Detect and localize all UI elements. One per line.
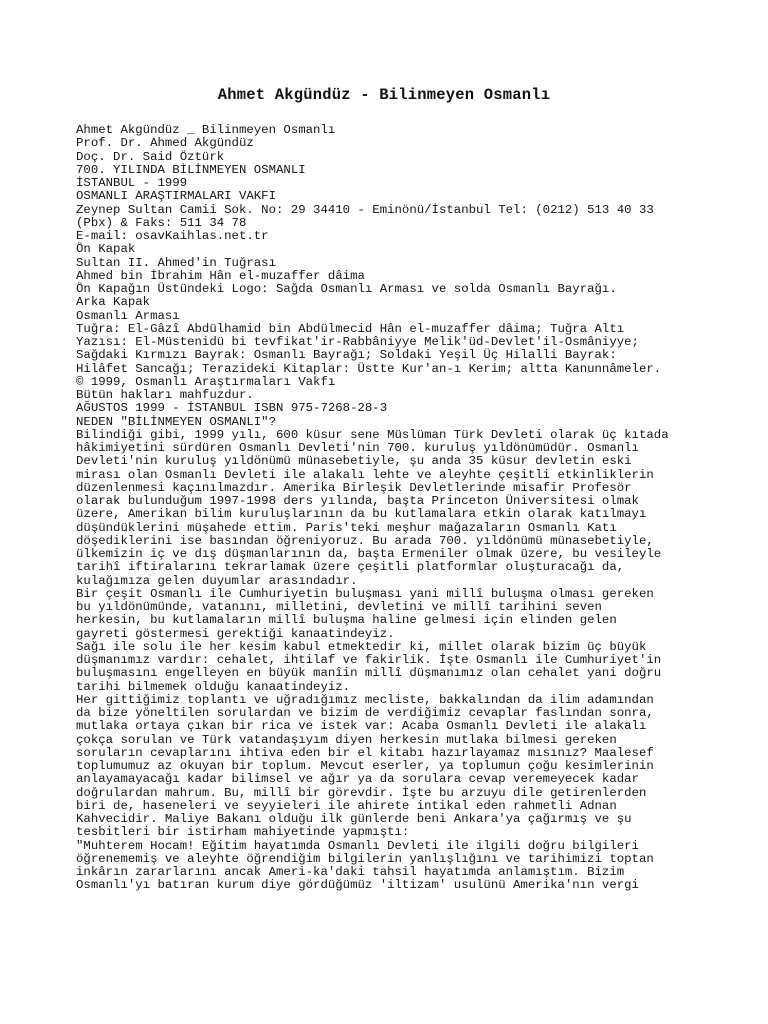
text-line: Sağdaki Kırmızı Bayrak: Osmanlı Bayrağı; Soldaki Yeşil Üç Hilalli Bayrak: [76,348,617,363]
text-line: NEDEN "BİLİNMEYEN OSMANLI"? [76,414,277,429]
text-line: Zeynep Sultan Camii Sok. No: 29 34410 - Eminönü/İstanbul Tel: (0212) 513 40 33 [76,202,654,217]
text-line: Bilindiği gibi, 1999 yılı, 600 küsur sene Müslüman Türk Devleti olarak üç kıtada [76,427,669,442]
text-line: Arka Kapak [76,295,151,310]
text-line: Ahmet Akgündüz _ Bilinmeyen Osmanlı [76,123,336,137]
text-line: Doç. Dr. Said Öztürk [76,149,225,164]
text-line: Her gittiğimiz toplantı ve uğradığımız mecliste, bakkalından da ilim adamından [76,692,654,707]
text-line: soruların cevaplarını ihtiva eden bir el kitabı hazırlayamaz mısınız? Maalesef [76,745,654,760]
text-line: herkesin, bu kutlamaların millî buluşma haline gelmesi için elinden gelen [76,613,617,628]
text-line: AĞUSTOS 1999 - İSTANBUL ISBN 975-7268-28-3 [76,401,388,416]
text-line: tarihi bilmemek olduğu kanaatindeyiz. [76,679,351,694]
text-line: 700. YILINDA BİLİNMEYEN OSMANLI [76,162,306,177]
text-line: Ön Kapağın Üstündeki Logo: Sağda Osmanlı Arması ve solda Osmanlı Bayrağı. [76,282,617,296]
text-line: kulağımıza gelen duyumlar arasındadır. [76,573,358,588]
text-line: Sultan II. Ahmed'in Tuğrası [76,255,277,270]
text-line: düzenlenmesi kaçınılmazdır. Amerika Birleşik Devletlerinde misafir Profesör [76,480,632,495]
text-line: © 1999, Osmanlı Araştırmaları Vakfı [76,374,336,389]
text-line: düşmanımız vardır: cehalet, ihtilaf ve fakirlik. İşte Osmanlı ile Cumhuriyet'in [76,653,662,667]
text-line: hâkimiyetini sürdüren Osmanlı Devleti'nin 700. kuruluş yıldönümüdür. Osmanlı [76,441,639,455]
text-line: E-mail: osavKaihlas.net.tr [76,229,269,243]
text-line: da bize yöneltilen sorulardan ve bizim de verdiğimiz cevaplar faslından sonra, [76,706,654,720]
document-title: Ahmet Akgündüz - Bilinmeyen Osmanlı [217,86,551,104]
text-line: anlayamayacağı kadar bilimsel ve ağır ya da sorulara cevap veremeyecek kadar [76,772,639,787]
text-line: İSTANBUL - 1999 [76,176,188,190]
text-line: inkârın zararlarını ancak Ameri-ka'daki tahsil hayatımda anlamıştım. Bizim [76,865,625,879]
text-line: doğrulardan mahrum. Bu, millî bir görevdir. İşte bu arzuyu dile getirenlerden [76,785,647,800]
text-line: döşediklerini ise basından öğreniyoruz. Bu arada 700. yıldönümü münasebetiyle, [76,533,654,548]
text-line: Yazısı: El-Müstenidü bi tevfikat'ir-Rabbâniyye Melik'üd-Devlet'il-Osmâniyye; [76,335,639,349]
text-line: toplumumuz az okuyan bir toplum. Mevcut eserler, ya toplumun çoğu kesimlerinin [76,759,654,773]
text-line: olarak bulunduğum 1997-1998 ders yılında, başta Princeton Üniversitesi olmak [76,494,639,508]
text-line: mutlaka ortaya çıkan bir rica ve istek var: Acaba Osmanlı Devleti ile alakalı [76,719,647,734]
text-line: OSMANLI ARAŞTIRMALARI VAKFI [76,189,277,204]
text-line: Prof. Dr. Ahmed Akgündüz [76,136,254,151]
text-line: Osmanlı Arması [76,308,180,323]
text-line: Hilâfet Sancağı; Terazideki Kitaplar: Üstte Kur'an-ı Kerim; altta Kanunnâmeler. [76,361,662,376]
text-line: biri de, haseneleri ve seyyieleri ile ahirete intikal eden rahmetli Adnan [76,798,617,813]
text-line: mirası olan Osmanlı Devleti ile alakalı lehte ve aleyhte çeşitli etkinliklerin [76,467,654,482]
text-line: Sağı ile solu ile her kesim kabul etmektedir ki, millet olarak bizim üç büyük [76,639,647,654]
text-line: tesbitleri bir istirham mahiyetinde yapmıştı: [76,825,410,840]
text-line: (Pbx) & Faks: 511 34 78 [76,215,247,230]
text-line: Osmanlı'yı batıran kurum diye gördüğümüz 'iltizam' usulünü Amerika'nın vergi [76,878,639,893]
text-line: Devleti'nin kuruluş yıldönümü münasebetiyle, şu anda 35 küsur devletin eski [76,454,632,469]
text-line: Ön Kapak [76,242,136,257]
document-body [76,124,716,893]
text-line: öğrenememiş ve aleyhte öğrendiğim bilgilerin yanlışlığını ve tarihimizi toptan [76,851,654,866]
text-line: "Muhterem Hocam! Eğitim hayatımda Osmanlı Devleti ile ilgili doğru bilgileri [76,838,639,853]
text-line: düşündüklerini müşahede ettim. Paris'teki meşhur mağazaların Osmanlı Katı [76,520,617,535]
text-line: çokça sorulan ve Türk vatandaşıyım diyen herkesin mutlaka bilmesi gereken [76,732,617,747]
text-line: üzere, Amerikan bilim kuruluşlarının da bu kutlamalara etkin olarak katılmayı [76,507,647,522]
text-line: bu yıldönümünde, vatanını, milletini, devletini ve millî tarihini seven [76,600,602,614]
text-line: Bütün hakları mahfuzdur. [76,388,254,402]
text-line: Tuğra: El-Gâzî Abdülhamid bin Abdülmecid Hân el-muzaffer dâima; Tuğra Altı [76,321,625,336]
text-line: gayreti göstermesi gerektiği kanaatindeyiz. [76,626,395,641]
text-line: Bir çeşit Osmanlı ile Cumhuriyetin buluşması yani millî buluşma olması gereken [76,586,654,601]
text-line: Kahvecidir. Maliye Bakanı olduğu ilk günlerde beni Ankara'ya çağırmış ve şu [76,812,632,826]
text-line: tarihî iftiralarını tekrarlamak üzere çeşitli platformlar oluşturacağı da, [76,560,625,575]
text-line: buluşmasını engelleyen en büyük manîin millî düşmanımız olan cehalet yani doğru [76,666,662,681]
text-line: ülkemizin iç ve dış düşmanlarının da, başta Ermeniler olmak üzere, bu vesileyle [76,547,662,561]
text-line: Ahmed bin İbrahim Hân el-muzaffer dâima [76,268,365,283]
